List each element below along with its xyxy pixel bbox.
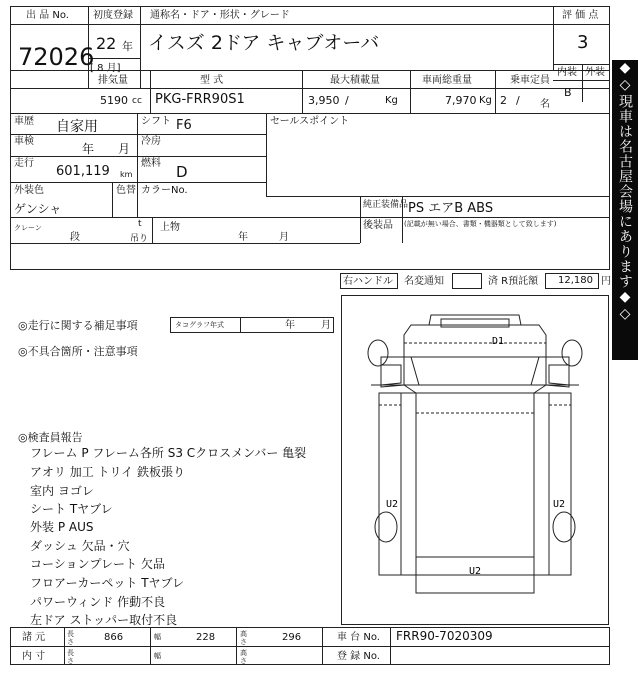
interior-grade: B <box>564 86 572 99</box>
history-label: 車歴 <box>14 116 34 127</box>
color-change-label: 色替 <box>116 185 136 196</box>
capacity-label: 乗車定員 <box>510 75 550 86</box>
lot-label: 出 品 No. <box>26 10 69 21</box>
venue-sidebar <box>612 60 638 360</box>
report-line: フレーム P フレーム各所 S3 Cクロスメンバー 亀裂 <box>30 446 307 460</box>
report-line: コーションプレート 欠品 <box>30 557 165 571</box>
inspection-month-unit: 月 <box>118 142 131 156</box>
report-line: 室内 ヨゴレ <box>30 484 94 498</box>
capacity-unit: 名 <box>540 99 550 110</box>
grade-label: 評 価 点 <box>562 10 599 21</box>
color-number-label: カラーNo. <box>141 185 188 196</box>
tacho-label: タコグラフ年式 <box>175 321 224 329</box>
first-registration-label: 初度登録 <box>93 10 133 21</box>
width-value: 228 <box>196 632 216 643</box>
crane-ton-unit: t <box>138 219 142 229</box>
crane-year-unit: 年 <box>238 232 248 243</box>
exterior-color-value: ゲンシャ <box>14 202 62 216</box>
registration-number-label: 登 録 No. <box>337 651 380 662</box>
recycle-label: 済 R預託額 <box>488 276 539 287</box>
gross-weight-unit: Kg <box>479 95 492 106</box>
left-rear-damage-mark: U2 <box>386 499 399 510</box>
venue-sidebar-text: ◆◇現車は名古屋会場にあります◆◇ <box>617 60 633 323</box>
model-name: イスズ 2ドア キャブオーバ <box>148 32 380 54</box>
crane-month-unit: 月 <box>279 232 289 243</box>
ac-label: 冷房 <box>141 136 161 147</box>
max-load-value: 3,950 <box>308 94 340 107</box>
driving-note-label: ◎走行に関する補足事項 <box>18 319 138 332</box>
slash: / <box>345 94 349 107</box>
inspector-report-label: ◎検査員報告 <box>18 431 83 444</box>
aftermarket-note: (記載が無い場合、書類・機器類として致します) <box>404 220 557 228</box>
dims-label: 諸 元 <box>22 632 46 643</box>
model-code: PKG-FRR90S1 <box>155 92 245 107</box>
exterior-color-label: 外装色 <box>14 185 44 196</box>
crane-stage-unit: 段 <box>70 232 80 243</box>
registration-year: 22 <box>96 34 117 53</box>
inspection-year-unit: 年 <box>82 142 95 156</box>
report-line: ダッシュ 欠品・穴 <box>30 539 130 553</box>
max-load-unit: Kg <box>385 95 398 106</box>
capacity-value: 2 <box>500 94 507 107</box>
interior-dims-label: 内 寸 <box>22 651 46 662</box>
chassis-label: 車 台 No. <box>337 632 380 643</box>
shift-label: シフト <box>141 116 171 127</box>
mileage-unit: km <box>120 170 133 179</box>
right-hand-label: 右ハンドル <box>343 276 393 287</box>
tacho-month-unit: 月 <box>321 320 331 331</box>
height-value: 296 <box>282 632 302 643</box>
report-line: アオリ 加工 トリイ 鉄板張り <box>30 465 185 479</box>
interior-grade-label: 内装 <box>557 67 577 78</box>
aftermarket-label: 後装品 <box>363 220 393 231</box>
fuel-label: 燃料 <box>141 158 161 169</box>
displacement-unit: cc <box>132 96 142 106</box>
length-value: 866 <box>104 632 124 643</box>
truck-diagram <box>341 295 609 625</box>
model-label: 通称名・ドア・形状・グレード <box>150 10 290 21</box>
rear-damage-mark: U2 <box>469 566 482 577</box>
recycle-unit: 円 <box>601 276 611 287</box>
history-value: 自家用 <box>56 119 98 135</box>
name-change-label: 名変通知 <box>404 276 444 287</box>
model-code-label: 型 式 <box>200 75 224 86</box>
inspection-label: 車検 <box>14 136 34 147</box>
mileage-label: 走行 <box>14 158 34 169</box>
report-line: 左ドア ストッパー取付不良 <box>30 613 178 627</box>
crane-label: クレーン <box>14 224 42 232</box>
interior-length-label: 長さ <box>67 649 74 665</box>
sales-point-label: セールスポイント <box>270 116 350 127</box>
height-label: 高さ <box>240 630 247 646</box>
recycle-amount: 12,180 <box>558 275 593 286</box>
crane-top-label: 上物 <box>160 222 180 233</box>
displacement-label: 排気量 <box>98 75 128 86</box>
max-load-label: 最大積載量 <box>330 75 380 86</box>
details-frame <box>10 113 610 270</box>
gross-weight-label: 車両総重量 <box>422 75 472 86</box>
registration-month: [ 8 月] <box>90 63 121 74</box>
name-change-box <box>452 273 482 289</box>
overall-score: 3 <box>577 32 589 53</box>
lot-number: 72026 <box>18 43 95 71</box>
length-label: 長さ <box>67 630 74 646</box>
report-line: フロアーカーペット Tヤブレ <box>30 576 185 590</box>
report-line: シート Tヤブレ <box>30 502 113 516</box>
fuel-value: D <box>176 163 188 181</box>
displacement-value: 5190 <box>100 94 128 107</box>
report-line: パワーウィンド 作動不良 <box>30 595 166 609</box>
exterior-grade-label: 外装 <box>585 67 605 78</box>
gross-weight-value: 7,970 <box>445 94 477 107</box>
report-line: 外装 P AUS <box>30 520 94 534</box>
tacho-year-unit: 年 <box>285 320 295 331</box>
width-label: 幅 <box>154 633 161 641</box>
year-unit: 年 <box>122 40 133 53</box>
right-rear-damage-mark: U2 <box>553 499 566 510</box>
chassis-value: FRR90-7020309 <box>396 629 493 643</box>
standard-equipment-label: 純正装備品 <box>363 200 409 210</box>
mileage-value: 601,119 <box>56 164 110 179</box>
shift-value: F6 <box>176 118 192 133</box>
interior-width-label: 幅 <box>154 652 161 660</box>
standard-equipment-value: PS エアB ABS <box>408 201 494 216</box>
slash: / <box>516 94 520 107</box>
crane-hang-unit: 吊り <box>130 234 149 244</box>
defects-label: ◎不具合箇所・注意事項 <box>18 345 138 358</box>
interior-height-label: 高さ <box>240 649 247 665</box>
front-damage-mark: D1 <box>492 336 505 347</box>
